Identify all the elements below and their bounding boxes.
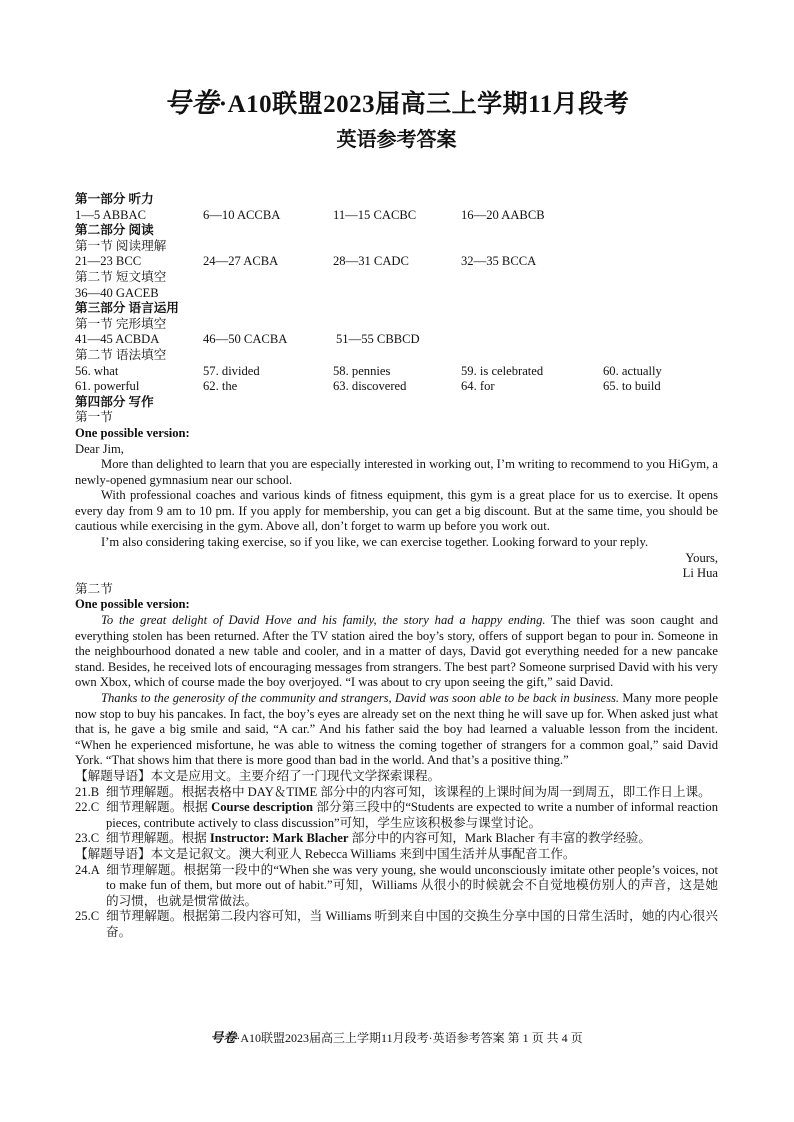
grammar-answer: 65. to build bbox=[603, 379, 661, 394]
grammar-answer: 64. for bbox=[461, 379, 495, 394]
grammar-answer: 58. pennies bbox=[333, 363, 391, 378]
explanation-item bbox=[75, 785, 718, 801]
explanation-item bbox=[75, 909, 718, 940]
version-label: One possible version: bbox=[75, 597, 190, 612]
answer-group: 51—55 CBBCD bbox=[336, 332, 420, 347]
seven-choice-answers: 36—40 GACEB bbox=[75, 285, 159, 300]
listening-answers bbox=[75, 208, 718, 224]
answer-group: 41—45 ACBDA bbox=[75, 332, 160, 347]
letter-signature: Li Hua bbox=[682, 566, 718, 581]
explanation-item bbox=[75, 831, 718, 847]
part2-heading: 第二部分 阅读 bbox=[75, 223, 154, 238]
answer-group: 28—31 CADC bbox=[333, 254, 409, 269]
letter-greeting: Dear Jim, bbox=[75, 441, 124, 456]
reading-answers bbox=[75, 254, 718, 270]
grammar-answer: 61. powerful bbox=[75, 379, 140, 394]
section-heading: 第二节 短文填空 bbox=[75, 269, 167, 284]
answer-group: 46—50 CACBA bbox=[203, 332, 288, 347]
grammar-answers-row bbox=[75, 379, 718, 395]
explanation-text: 细节理解题。根据表格中 DAY＆TIME 部分中的内容可知，该课程的上课时间为周一到周五，即工作日上课。 bbox=[106, 784, 711, 799]
grammar-answer: 60. actually bbox=[603, 363, 662, 378]
question-number: 22.C bbox=[75, 800, 100, 815]
explanation-keyword: Instructor: Mark Blacher bbox=[209, 831, 349, 846]
given-sentence: Thanks to the generosity of the community and strangers, David was soon able to be back in business. bbox=[101, 691, 620, 705]
question-number: 25.C bbox=[75, 909, 100, 924]
part3-heading: 第三部分 语言运用 bbox=[75, 301, 179, 316]
footer-logo: 号卷 bbox=[210, 1030, 237, 1045]
letter-paragraph: I’m also considering taking exercise, so if you like, we can exercise together. Looking forward to your reply. bbox=[101, 535, 649, 550]
explanation-keyword: Course description bbox=[211, 800, 314, 815]
grammar-answer: 59. is celebrated bbox=[461, 363, 544, 378]
part4-heading: 第四部分 写作 bbox=[75, 394, 154, 409]
answer-group: 24—27 ACBA bbox=[203, 254, 279, 269]
passage-guide: 【解题导语】本文是记叙文。澳大利亚人 Rebecca Williams 来到中国生活并从事配音工作。 bbox=[75, 846, 576, 861]
section-heading: 第二节 bbox=[75, 581, 113, 596]
version-label: One possible version: bbox=[75, 425, 190, 440]
letter-closing: Yours, bbox=[685, 550, 718, 565]
part1-heading: 第一部分 听力 bbox=[75, 192, 154, 206]
explanation-text: 细节理解题。根据第二段内容可知，当 Williams 听到来自中国的交换生分享中国的日常生活时，她的内心很兴奋。 bbox=[106, 909, 718, 939]
answer-group: 32—35 BCCA bbox=[461, 254, 537, 269]
footer-text: ·A10联盟2023届高三上学期11月段考·英语参考答案 第 1 页 共 4 页 bbox=[236, 1031, 583, 1045]
section-heading: 第二节 语法填空 bbox=[75, 347, 167, 362]
page-subtitle: 英语参考答案 bbox=[336, 129, 457, 151]
passage-guide: 【解题导语】本文是应用文。主要介绍了一门现代文学探索课程。 bbox=[75, 768, 441, 783]
brand-logo: 号卷 bbox=[163, 88, 219, 118]
question-number: 21.B bbox=[75, 784, 100, 799]
explanation-text: 部分中的内容可知，Mark Blacher 有丰富的教学经验。 bbox=[348, 831, 651, 846]
question-number: 24.A bbox=[75, 862, 100, 877]
letter-paragraph: With professional coaches and various kinds of fitness equipment, this gym is a great place for us to exercise. It opens every day from 9 am to 10 pm. If you apply for membership, you can get a big discount. But at the same time, you should be cautious while exercising in the gym. Above all, don’t forget to warm up before you work out. bbox=[75, 488, 718, 534]
explanation-item bbox=[75, 863, 718, 910]
grammar-answer: 57. divided bbox=[203, 363, 260, 378]
answer-group: 1—5 ABBAC bbox=[75, 207, 147, 222]
page-footer bbox=[75, 1027, 718, 1046]
explanation-text: 细节理解题。根据 bbox=[106, 831, 210, 846]
grammar-answers-row bbox=[75, 364, 718, 380]
section-heading: 第一节 阅读理解 bbox=[75, 238, 167, 253]
answer-group: 11—15 CACBC bbox=[333, 207, 417, 222]
explanation-text: 部分第三段中的“Students are expected to write a number of informal reaction pieces, contribute actively to class discussion”可知，学生应该积极参与课堂讨论。 bbox=[106, 800, 718, 830]
section-heading: 第一节 完形填空 bbox=[75, 316, 167, 331]
story-paragraph bbox=[75, 613, 718, 691]
grammar-answer: 62. the bbox=[203, 379, 238, 394]
answer-group: 16—20 AABCB bbox=[461, 207, 545, 222]
grammar-answer: 63. discovered bbox=[333, 379, 407, 394]
cloze-answers bbox=[75, 332, 718, 348]
answer-group: 6—10 ACCBA bbox=[203, 207, 281, 222]
explanation-text: 细节理解题。根据第一段中的“When she was very young, she would unconsciously imitate other people’s voices, not to make fun of them, but more out of habit.”可知，Williams 从很小的时候就会不自觉地模仿别人的声音，这是她的习惯，也就是惯常做法。 bbox=[106, 862, 718, 908]
section-heading: 第一节 bbox=[75, 410, 113, 425]
grammar-answer: 56. what bbox=[75, 363, 119, 378]
explanation-text: 细节理解题。根据 bbox=[106, 800, 212, 815]
given-sentence: To the great delight of David Hove and his family, the story had a happy ending. bbox=[101, 613, 546, 628]
document-body bbox=[75, 192, 718, 941]
explanation-item bbox=[75, 800, 718, 831]
story-paragraph bbox=[75, 691, 718, 769]
title-text: ·A10联盟2023届高三上学期11月段考 bbox=[218, 91, 630, 118]
story-text: The thief was soon caught and everything stolen has been returned. After the TV station aired the boy’s story, offers of support began to pour in. Someone in the neighbourhood donated a new table and cooler, and in a matter of days, David got everything needed for a new pancake stand. Besides, he received lots of encouraging messages from strangers. The best part? Someone surprised David with his very own Xbox, which of course made the boy overjoyed. “I was about to cry upon seeing the gift,” said David. bbox=[75, 613, 718, 690]
letter-paragraph: More than delighted to learn that you are especially interested in working out, I’m writing to recommend to you HiGym, a newly-opened gymnasium near our school. bbox=[75, 457, 718, 487]
answer-group: 21—23 BCC bbox=[75, 254, 142, 269]
page-title bbox=[75, 86, 718, 122]
question-number: 23.C bbox=[75, 831, 100, 846]
story-text: Many more people now stop to buy his pancakes. In fact, the boy’s eyes are already set on the next thing he will save up for. When asked just what that is, he gave a big smile and said, “A car.” And his father said the boy had learned a valuable lesson from the incident. “When he experienced misfortune, he was able to witness the coming together of strangers for a common goal,” said David York. “That shows him that there is more good than bad in the world. And that’s a positive thing.” bbox=[75, 691, 718, 768]
